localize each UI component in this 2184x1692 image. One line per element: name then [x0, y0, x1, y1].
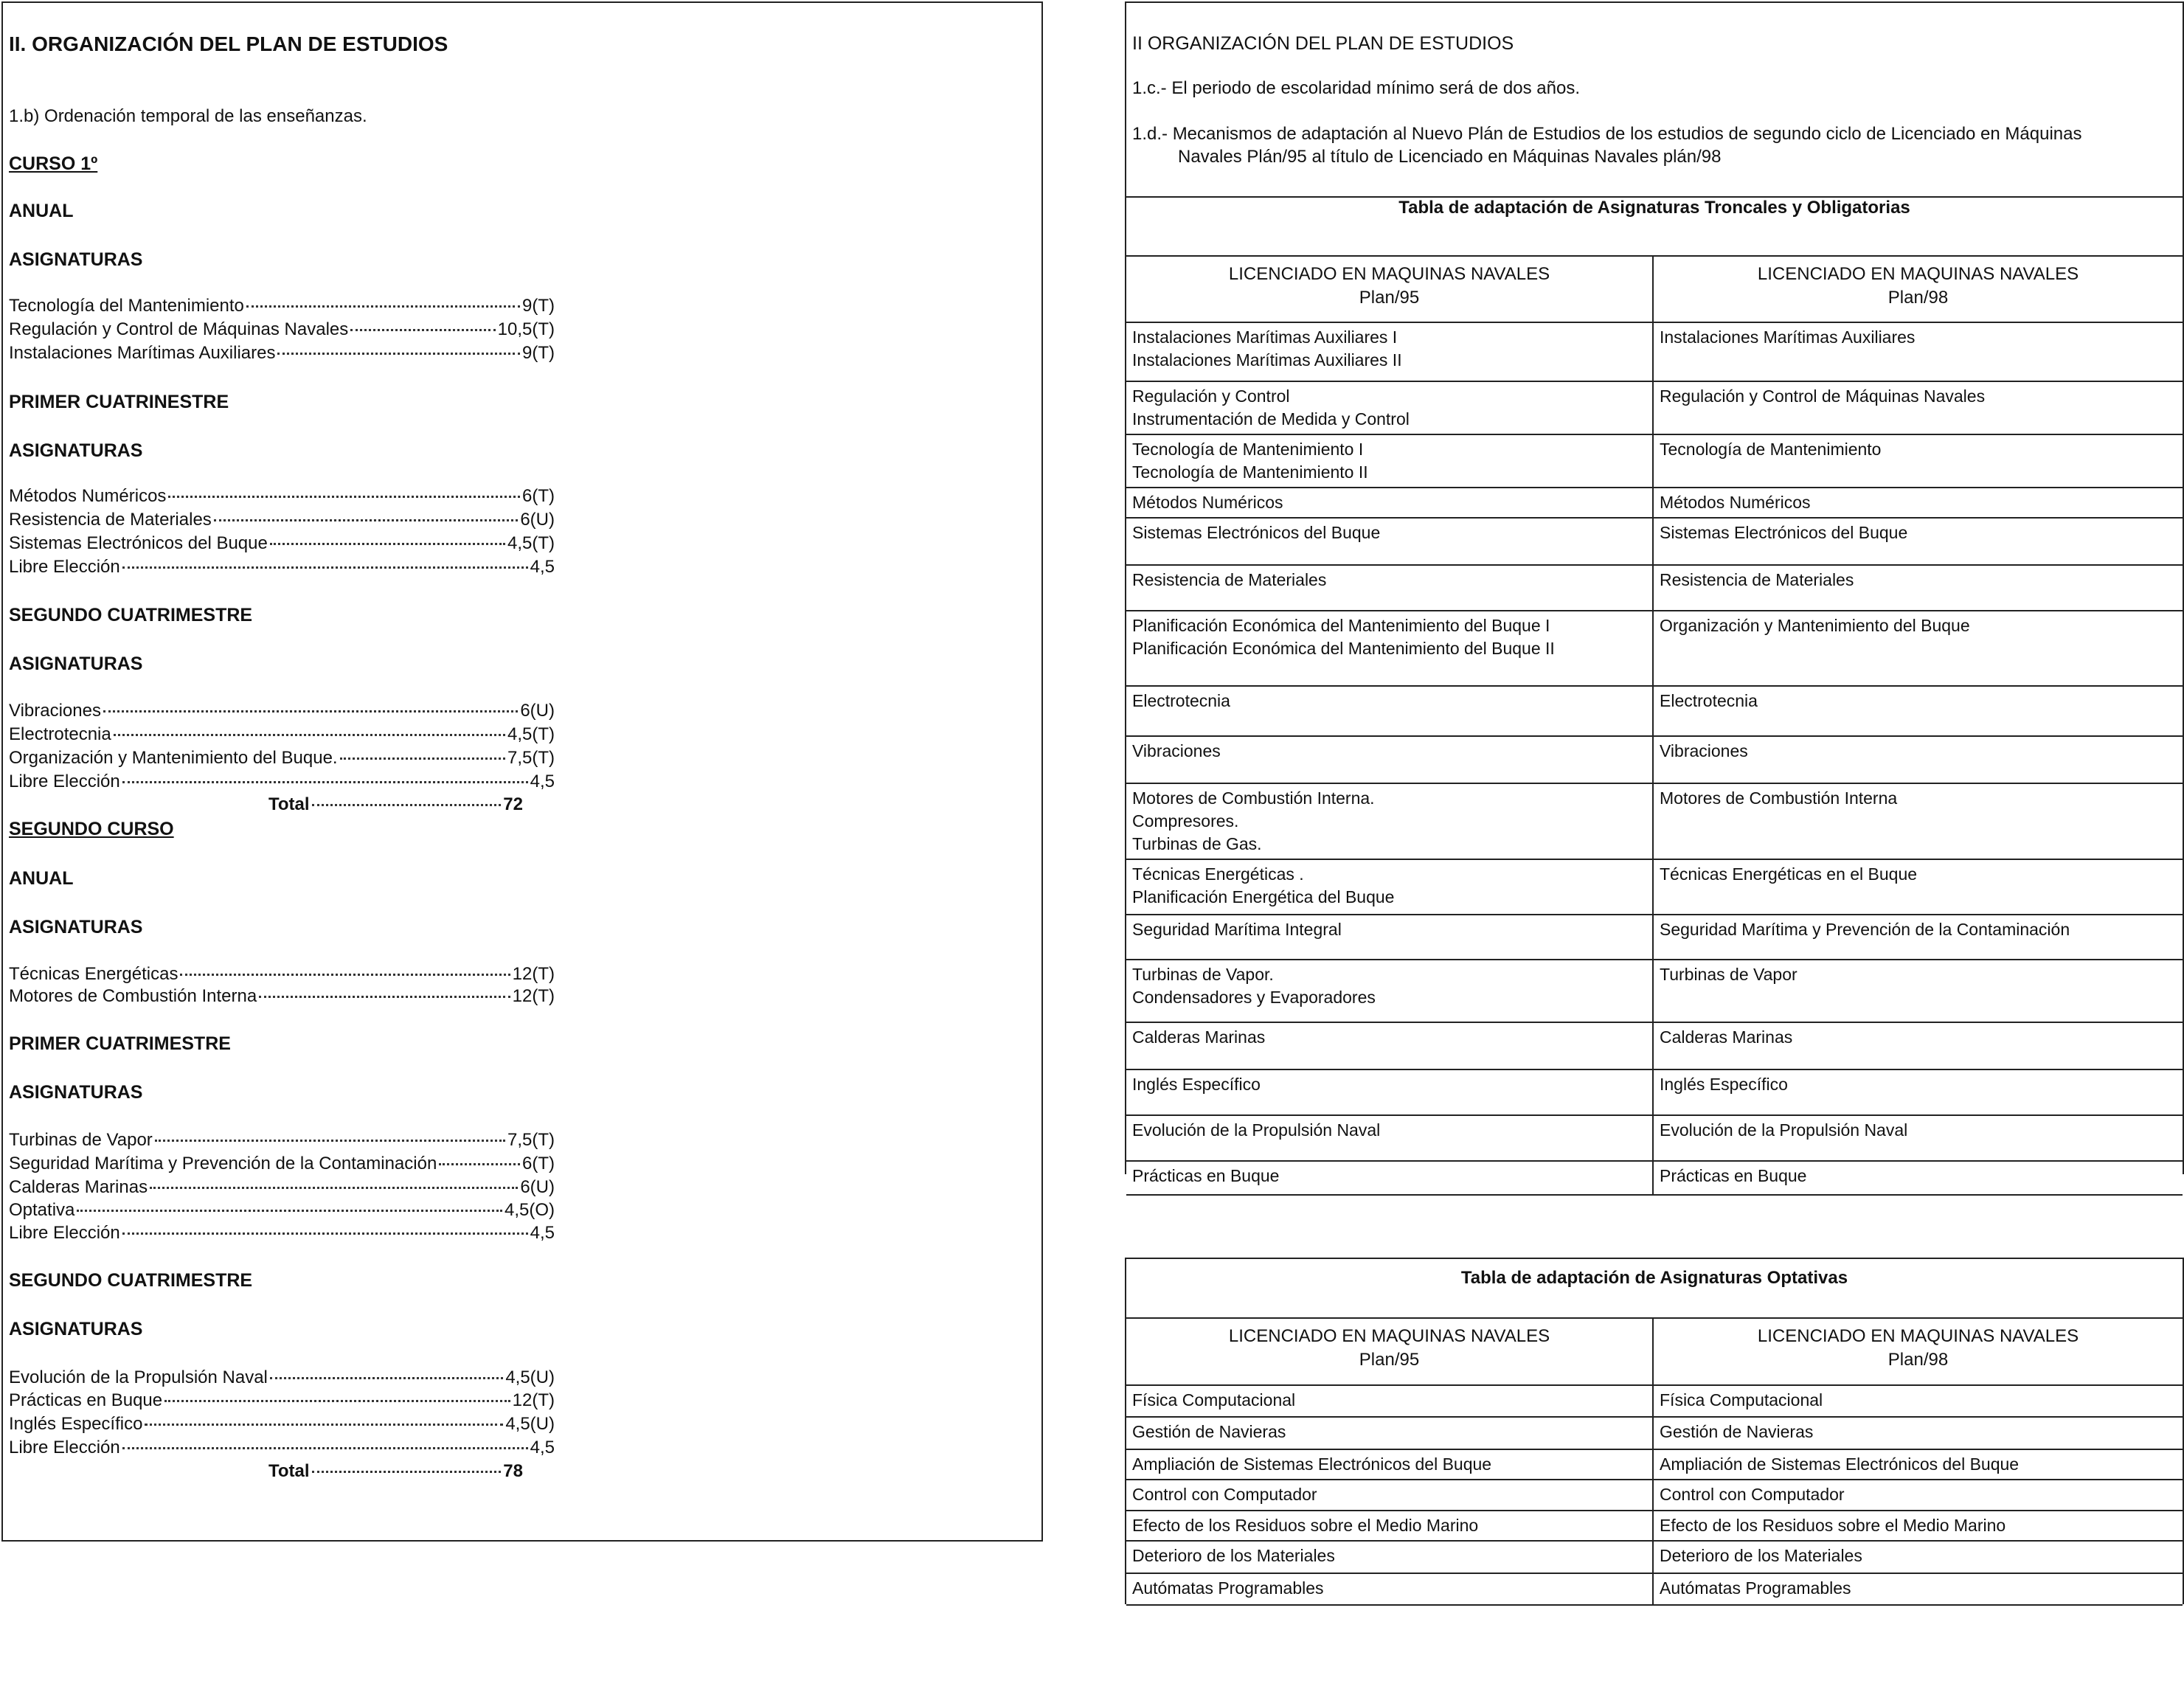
- subject-name: Métodos Numéricos: [1132, 493, 1283, 512]
- plan95-cell: [1126, 1385, 1653, 1417]
- column-header-line: LICENCIADO EN MAQUINAS NAVALES: [1757, 264, 2079, 284]
- adaptation-panel: [1125, 1, 2184, 1185]
- subject-name: Prácticas en Buque: [9, 1390, 163, 1410]
- subject-name: Motores de Combustión Interna: [1660, 788, 1898, 808]
- subject-name: Resistencia de Materiales: [1660, 570, 1854, 589]
- subject-row: [9, 963, 555, 985]
- section-heading: ASIGNATURAS: [9, 1319, 143, 1339]
- dot-leader: [270, 543, 505, 545]
- subject-row: [9, 485, 555, 507]
- table-row: [1126, 1541, 2183, 1573]
- plan98-cell: [1653, 915, 2183, 960]
- plan95-cell: [1126, 1449, 1653, 1480]
- table-row: [1126, 381, 2183, 434]
- subject-name: Evolución de la Propulsión Naval: [1660, 1120, 1908, 1140]
- subject-name: Deterioro de los Materiales: [1660, 1546, 1862, 1565]
- dot-leader: [350, 329, 495, 331]
- subject-name: Sistemas Electrónicos del Buque: [1660, 523, 1908, 542]
- subject-name: Electrotecnia: [1660, 691, 1758, 710]
- plan95-cell: [1126, 1480, 1653, 1511]
- table-row: [1126, 686, 2183, 736]
- subject-name: Inglés Específico: [1660, 1075, 1788, 1094]
- paragraph-1c: 1.c.- El periodo de escolaridad mínimo será de dos años.: [1132, 78, 1580, 98]
- subject-row: [9, 1199, 555, 1221]
- plan95-cell: [1126, 1115, 1653, 1161]
- table-row: [1126, 434, 2183, 488]
- dot-leader: [168, 496, 520, 498]
- plan98-cell: [1653, 1161, 2183, 1195]
- subject-name: Calderas Marinas: [9, 1177, 148, 1197]
- dot-leader: [259, 996, 510, 998]
- plan95-cell: [1126, 518, 1653, 565]
- plan98-cell: [1653, 1417, 2183, 1449]
- table-row: [1126, 1511, 2183, 1541]
- course-heading: SEGUNDO CURSO: [9, 819, 174, 839]
- paragraph-1d: 1.d.- Mecanismos de adaptación al Nuevo Plán de Estudios de los estudios de segundo ciclo de Licenciado en Máquinas: [1132, 124, 2082, 144]
- plan98-cell: [1653, 1573, 2183, 1605]
- subject-row: [9, 319, 555, 341]
- section-heading: ASIGNATURAS: [9, 440, 143, 461]
- section-heading: ASIGNATURAS: [9, 1082, 143, 1103]
- table-row: [1126, 488, 2183, 518]
- plan98-cell: [1653, 1449, 2183, 1480]
- table-row: [1126, 1115, 2183, 1161]
- subject-name: Inglés Específico: [1132, 1075, 1261, 1094]
- plan98-cell: [1653, 611, 2183, 686]
- table-row: [1126, 1480, 2183, 1511]
- subject-name: Electrotecnia: [9, 724, 111, 744]
- subject-name: Control con Computador: [1132, 1485, 1317, 1504]
- subject-name: Regulación y Control: [1132, 386, 1290, 406]
- dot-leader: [114, 734, 505, 736]
- column-header-line: LICENCIADO EN MAQUINAS NAVALES: [1228, 1326, 1550, 1346]
- subject-name: Física Computacional: [1660, 1390, 1823, 1410]
- subject-name: Deterioro de los Materiales: [1132, 1546, 1335, 1565]
- subject-row: [9, 1367, 555, 1389]
- section-heading: SEGUNDO CUATRIMESTRE: [9, 1270, 253, 1291]
- plan95-cell: [1126, 1541, 1653, 1573]
- subject-name: Prácticas en Buque: [1660, 1166, 1807, 1185]
- plan98-cell: [1653, 1541, 2183, 1573]
- subject-row: [9, 533, 555, 555]
- table-row: [1126, 322, 2183, 381]
- credits-value: 4,5(O): [504, 1200, 555, 1220]
- subject-name: Instrumentación de Medida y Control: [1132, 409, 1410, 429]
- column-header-line: LICENCIADO EN MAQUINAS NAVALES: [1228, 264, 1550, 284]
- plan95-cell: [1126, 322, 1653, 381]
- subject-name: Sistemas Electrónicos del Buque: [1132, 523, 1381, 542]
- plan98-cell: [1653, 381, 2183, 434]
- credits-value: 6(T): [522, 486, 555, 506]
- column-header: [1653, 256, 2183, 322]
- plan95-cell: [1126, 859, 1653, 915]
- plan98-cell: [1653, 518, 2183, 565]
- column-header: [1653, 1318, 2183, 1385]
- credits-value: 7,5(T): [507, 1130, 555, 1150]
- paragraph-1d-cont: Navales Plán/95 al título de Licenciado en Máquinas Navales plán/98: [1178, 147, 1722, 167]
- credits-value: 10,5(T): [497, 319, 555, 339]
- subject-row: [9, 1129, 555, 1151]
- dot-leader: [164, 1400, 510, 1402]
- section-heading: ANUAL: [9, 868, 74, 889]
- subject-name: Vibraciones: [1660, 741, 1748, 760]
- troncales-adaptation-table: [1126, 255, 2183, 1196]
- subject-name: Seguridad Marítima y Prevención de la Contaminación: [1660, 920, 2070, 939]
- course-heading: CURSO 1º: [9, 153, 98, 174]
- subject-name: Efecto de los Residuos sobre el Medio Marino: [1132, 1516, 1479, 1535]
- subject-name: Resistencia de Materiales: [9, 510, 212, 530]
- table-row: [1126, 1161, 2183, 1195]
- dot-leader: [103, 710, 518, 712]
- subject-name: Motores de Combustión Interna.: [1132, 788, 1375, 808]
- credits-value: 6(U): [520, 701, 555, 721]
- subject-name: Tecnología de Mantenimiento: [1660, 440, 1882, 459]
- subject-name: Física Computacional: [1132, 1390, 1296, 1410]
- subject-name: Tecnología del Mantenimiento: [9, 296, 244, 316]
- plan95-cell: [1126, 736, 1653, 783]
- subject-name: Libre Elección: [9, 1438, 120, 1457]
- column-header-line: Plan/98: [1887, 1350, 1949, 1370]
- subject-row: [9, 700, 555, 722]
- subject-name: Optativa: [9, 1200, 75, 1220]
- subject-name: Técnicas Energéticas .: [1132, 864, 1304, 884]
- table-header-row: [1126, 256, 2183, 322]
- section-heading: ASIGNATURAS: [9, 917, 143, 937]
- subject-name: Motores de Combustión Interna: [9, 986, 257, 1006]
- column-header: [1126, 256, 1653, 322]
- subject-name: Gestión de Navieras: [1132, 1422, 1286, 1441]
- subject-row: [9, 747, 555, 769]
- dot-leader: [214, 519, 519, 521]
- plan95-cell: [1126, 1417, 1653, 1449]
- dot-leader: [246, 305, 520, 308]
- credits-value: 12(T): [512, 964, 555, 984]
- table-header-row: [1126, 1318, 2183, 1385]
- subject-name: Ampliación de Sistemas Electrónicos del Buque: [1660, 1455, 2020, 1474]
- subject-row: [9, 724, 555, 746]
- plan98-cell: [1653, 736, 2183, 783]
- plan98-cell: [1653, 565, 2183, 611]
- total-row: [268, 794, 523, 816]
- subject-name: Total: [268, 794, 310, 814]
- plan95-cell: [1126, 1161, 1653, 1195]
- section-heading: ANUAL: [9, 201, 74, 221]
- section-heading: ASIGNATURAS: [9, 249, 143, 270]
- plan98-cell: [1653, 488, 2183, 518]
- subject-name: Turbinas de Vapor: [9, 1130, 153, 1150]
- plan98-cell: [1653, 1480, 2183, 1511]
- plan95-cell: [1126, 783, 1653, 859]
- plan95-cell: [1126, 960, 1653, 1022]
- subject-name: Autómatas Programables: [1132, 1578, 1324, 1598]
- plan98-cell: [1653, 1069, 2183, 1115]
- column-header-line: LICENCIADO EN MAQUINAS NAVALES: [1757, 1326, 2079, 1346]
- section-title: II ORGANIZACIÓN DEL PLAN DE ESTUDIOS: [1132, 33, 1514, 54]
- dot-leader: [340, 757, 505, 760]
- table-row: [1126, 915, 2183, 960]
- subject-name: Planificación Energética del Buque: [1132, 887, 1395, 906]
- column-header-line: Plan/98: [1887, 288, 1949, 308]
- table-row: [1126, 1069, 2183, 1115]
- subject-name: Prácticas en Buque: [1132, 1166, 1280, 1185]
- credits-value: 6(T): [522, 1154, 555, 1173]
- subject-name: Métodos Numéricos: [1660, 493, 1811, 512]
- subject-name: Calderas Marinas: [1132, 1027, 1266, 1047]
- subject-name: Planificación Económica del Mantenimiento del Buque I: [1132, 616, 1550, 635]
- subject-name: Calderas Marinas: [1660, 1027, 1793, 1047]
- subject-name: Planificación Económica del Mantenimiento del Buque II: [1132, 639, 1555, 658]
- dot-leader: [122, 781, 528, 783]
- dot-leader: [270, 1377, 503, 1379]
- subject-name: Turbinas de Vapor.: [1132, 965, 1274, 984]
- subject-name: Ampliación de Sistemas Electrónicos del Buque: [1132, 1455, 1492, 1474]
- subject-row: [9, 342, 555, 364]
- credits-value: 78: [503, 1461, 523, 1481]
- dot-leader: [145, 1424, 503, 1426]
- subject-name: Libre Elección: [9, 772, 120, 791]
- subject-name: Seguridad Marítima Integral: [1132, 920, 1342, 939]
- plan95-cell: [1126, 434, 1653, 488]
- dot-leader: [312, 804, 502, 806]
- plan95-cell: [1126, 611, 1653, 686]
- subject-name: Evolución de la Propulsión Naval: [1132, 1120, 1381, 1140]
- dot-leader: [312, 1471, 502, 1473]
- subject-name: Total: [268, 1461, 310, 1481]
- plan98-cell: [1653, 859, 2183, 915]
- section-heading: PRIMER CUATRIMESTRE: [9, 1033, 231, 1054]
- plan98-cell: [1653, 1022, 2183, 1069]
- subject-row: [9, 1413, 555, 1435]
- plan98-cell: [1653, 1511, 2183, 1541]
- plan98-cell: [1653, 322, 2183, 381]
- dot-leader: [439, 1163, 520, 1165]
- plan95-cell: [1126, 565, 1653, 611]
- dot-leader: [180, 974, 510, 976]
- table-row: [1126, 1573, 2183, 1605]
- plan95-cell: [1126, 488, 1653, 518]
- plan98-cell: [1653, 960, 2183, 1022]
- table-row: [1126, 1385, 2183, 1417]
- column-header-line: Plan/95: [1359, 288, 1420, 308]
- subject-name: Compresores.: [1132, 811, 1239, 831]
- subject-name: Organización y Mantenimiento del Buque: [1660, 616, 1970, 635]
- subject-name: Gestión de Navieras: [1660, 1422, 1814, 1441]
- table-row: [1126, 518, 2183, 565]
- subject-row: [9, 771, 555, 793]
- table-row: [1126, 1417, 2183, 1449]
- plan95-cell: [1126, 915, 1653, 960]
- total-row: [268, 1460, 523, 1483]
- subject-row: [9, 295, 555, 317]
- optativas-adaptation-table: [1126, 1317, 2183, 1606]
- subject-name: Técnicas Energéticas: [9, 964, 178, 984]
- subject-row: [9, 1153, 555, 1175]
- subject-row: [9, 1222, 555, 1244]
- table-row: [1126, 736, 2183, 783]
- credits-value: 4,5(T): [507, 533, 555, 553]
- plan95-cell: [1126, 1573, 1653, 1605]
- dot-leader: [122, 1232, 528, 1235]
- dot-leader: [150, 1187, 518, 1189]
- table-row: [1126, 1022, 2183, 1069]
- subject-name: Instalaciones Marítimas Auxiliares: [9, 343, 276, 363]
- subject-name: Tecnología de Mantenimiento II: [1132, 462, 1368, 482]
- subject-name: Vibraciones: [9, 701, 101, 721]
- subject-row: [9, 1176, 555, 1199]
- subject-name: Organización y Mantenimiento del Buque.: [9, 748, 338, 768]
- plan98-cell: [1653, 686, 2183, 736]
- subject-name: Técnicas Energéticas en el Buque: [1660, 864, 1918, 884]
- subject-row: [9, 556, 555, 578]
- credits-value: 4,5: [530, 1438, 555, 1457]
- credits-value: 7,5(T): [507, 748, 555, 768]
- credits-value: 4,5: [530, 557, 555, 577]
- table-row: [1126, 859, 2183, 915]
- subject-row: [9, 1390, 555, 1412]
- subject-name: Control con Computador: [1660, 1485, 1845, 1504]
- subject-name: Seguridad Marítima y Prevención de la Contaminación: [9, 1154, 437, 1173]
- dot-leader: [122, 1447, 528, 1449]
- credits-value: 4,5: [530, 772, 555, 791]
- plan95-cell: [1126, 381, 1653, 434]
- credits-value: 9(T): [522, 296, 555, 316]
- plan98-cell: [1653, 1385, 2183, 1417]
- table-row: [1126, 960, 2183, 1022]
- subject-name: Regulación y Control de Máquinas Navales: [9, 319, 349, 339]
- plan95-cell: [1126, 686, 1653, 736]
- subject-name: Instalaciones Marítimas Auxiliares: [1660, 327, 1916, 347]
- subsection-text: 1.b) Ordenación temporal de las enseñanzas.: [9, 106, 367, 126]
- credits-value: 6(U): [520, 1177, 555, 1197]
- column-header: [1126, 1318, 1653, 1385]
- subject-name: Instalaciones Marítimas Auxiliares I: [1132, 327, 1398, 347]
- plan98-cell: [1653, 1115, 2183, 1161]
- credits-value: 9(T): [522, 343, 555, 363]
- table-row: [1126, 565, 2183, 611]
- troncales-table-title: Tabla de adaptación de Asignaturas Troncales y Obligatorias: [1398, 198, 1910, 218]
- optativas-table-title: Tabla de adaptación de Asignaturas Optativas: [1460, 1268, 1848, 1288]
- subject-row: [9, 985, 555, 1008]
- credits-value: 4,5: [530, 1223, 555, 1243]
- column-header-line: Plan/95: [1359, 1350, 1420, 1370]
- subject-name: Libre Elección: [9, 557, 120, 577]
- subject-name: Turbinas de Gas.: [1132, 834, 1262, 853]
- section-heading: SEGUNDO CUATRIMESTRE: [9, 605, 253, 625]
- credits-value: 12(T): [512, 1390, 555, 1410]
- subject-name: Vibraciones: [1132, 741, 1221, 760]
- page-heading: II. ORGANIZACIÓN DEL PLAN DE ESTUDIOS: [9, 32, 448, 55]
- credits-value: 72: [503, 794, 523, 814]
- plan95-cell: [1126, 1511, 1653, 1541]
- credits-value: 4,5(U): [505, 1414, 555, 1434]
- section-heading: ASIGNATURAS: [9, 653, 143, 674]
- subject-name: Regulación y Control de Máquinas Navales: [1660, 386, 1986, 406]
- plan98-cell: [1653, 783, 2183, 859]
- subject-name: Libre Elección: [9, 1223, 120, 1243]
- subject-name: Instalaciones Marítimas Auxiliares II: [1132, 350, 1402, 370]
- subject-name: Efecto de los Residuos sobre el Medio Marino: [1660, 1516, 2006, 1535]
- dot-leader: [122, 566, 528, 569]
- subject-name: Turbinas de Vapor: [1660, 965, 1798, 984]
- plan95-cell: [1126, 1022, 1653, 1069]
- curriculum-schedule-panel: [1, 1, 1043, 1542]
- dot-leader: [77, 1210, 502, 1212]
- subject-row: [9, 509, 555, 531]
- subject-name: Condensadores y Evaporadores: [1132, 988, 1376, 1007]
- plan98-cell: [1653, 434, 2183, 488]
- table-row: [1126, 1449, 2183, 1480]
- table-row: [1126, 783, 2183, 859]
- table-row: [1126, 611, 2183, 686]
- optativas-panel: [1125, 1258, 2184, 1604]
- subject-name: Tecnología de Mantenimiento I: [1132, 440, 1364, 459]
- subject-name: Evolución de la Propulsión Naval: [9, 1367, 268, 1387]
- credits-value: 6(U): [520, 510, 555, 530]
- subject-name: Métodos Numéricos: [9, 486, 167, 506]
- subject-name: Resistencia de Materiales: [1132, 570, 1327, 589]
- subject-name: Autómatas Programables: [1660, 1578, 1851, 1598]
- subject-name: Inglés Específico: [9, 1414, 143, 1434]
- credits-value: 4,5(U): [505, 1367, 555, 1387]
- credits-value: 4,5(T): [507, 724, 555, 744]
- plan95-cell: [1126, 1069, 1653, 1115]
- dot-leader: [277, 353, 520, 355]
- dot-leader: [155, 1140, 505, 1142]
- credits-value: 12(T): [512, 986, 555, 1006]
- section-heading: PRIMER CUATRINESTRE: [9, 392, 229, 412]
- subject-name: Sistemas Electrónicos del Buque: [9, 533, 268, 553]
- subject-name: Electrotecnia: [1132, 691, 1230, 710]
- subject-row: [9, 1437, 555, 1459]
